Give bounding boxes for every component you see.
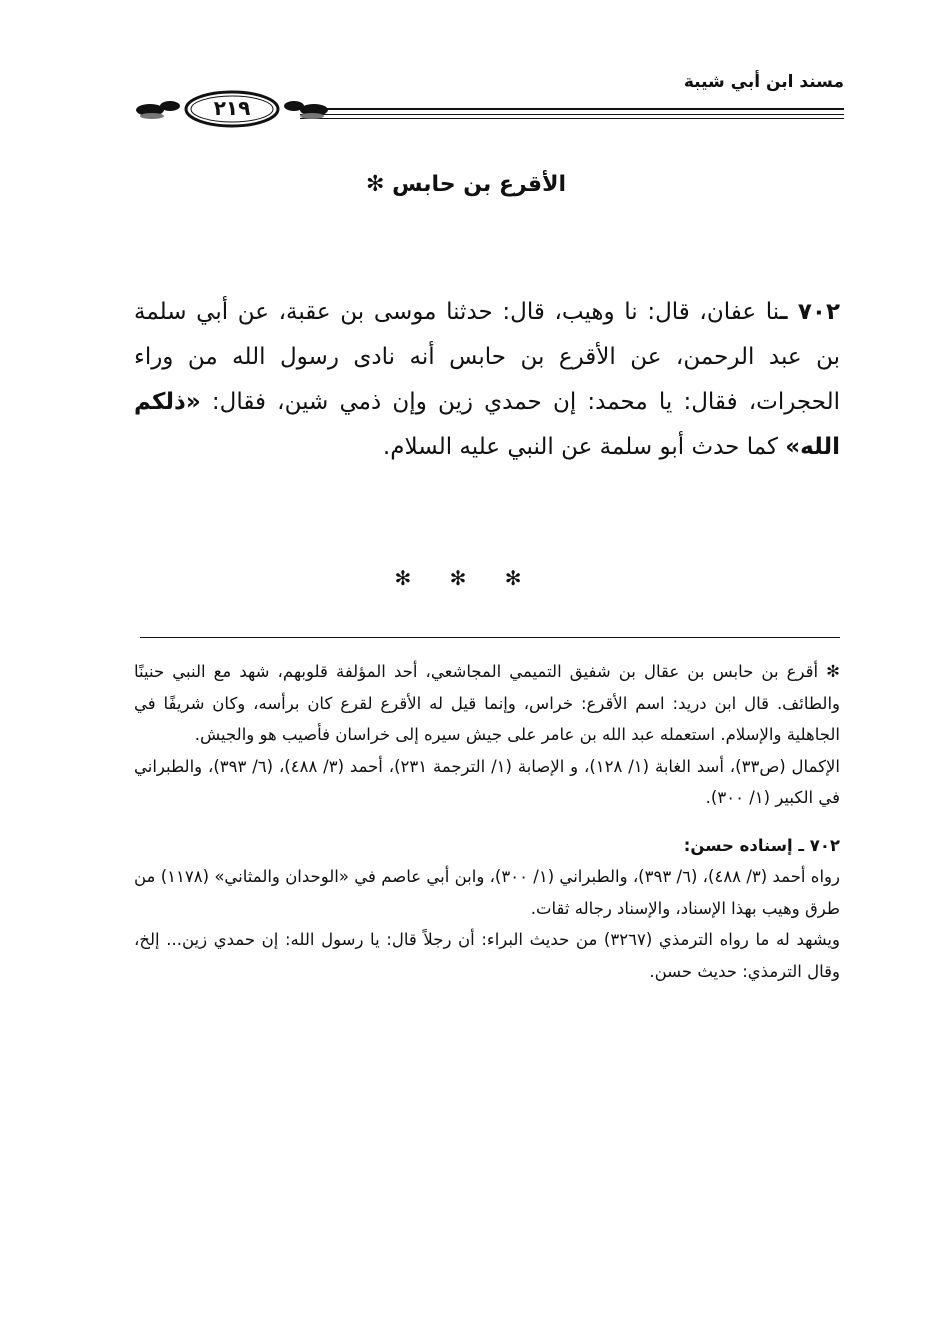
- footnote-heading: ٧٠٢ ـ إسناده حسن:: [683, 835, 840, 855]
- chapter-title: الأقرع بن حابس ✻: [366, 172, 566, 197]
- footnote-rule: [140, 637, 840, 638]
- footnotes: [134, 656, 840, 987]
- section-separator: ✻ ✻ ✻: [394, 566, 538, 590]
- footnote-biography: ✻ أقرع بن حابس بن عقال بن شفيق التميمي المجاشعي، أحد المؤلفة قلوبهم، شهد مع النبي حنينًا والطائف. قال ابن دريد: اسم الأقرع: خراس، وإنما قيل له الأقرع لقرع كان برأسه، وكان شريفًا في الجاهلية والإسلام. استعمله عبد الله بن عامر على جيش سيره إلى خراسان فأصيب هو والجيش.: [134, 662, 840, 744]
- hadith-body: نا عفان، قال: نا وهيب، قال: حدثنا موسى بن عقبة، عن أبي سلمة بن عبد الرحمن، عن الأقرع بن حابس أنه نادى رسول الله من وراء الحجرات، فقال: يا محمد: إن حمدي زين وإن ذمي شين، فقال:: [134, 299, 840, 415]
- header-rule: [300, 108, 844, 120]
- page-number-ornament: [132, 88, 332, 130]
- hadith-ending: كما حدث أبو سلمة عن النبي عليه السلام.: [382, 434, 786, 460]
- hadith-text: [134, 290, 840, 470]
- running-head: مسند ابن أبي شيبة: [683, 72, 844, 92]
- footnote-takhrij: رواه أحمد (٣/ ٤٨٨)، (٦/ ٣٩٣)، والطبراني (١/ ٣٠٠)، وابن أبي عاصم في «الوحدان والمثاني» (١١٧٨) من طرق وهيب بهذا الإسناد، والإسناد رجاله ثقات.: [134, 867, 840, 918]
- hadith-quote: «ذلكم الله»: [134, 389, 840, 460]
- footnote-references: الإكمال (ص٣٣)، أسد الغابة (١/ ١٢٨)، و الإصابة (١/ الترجمة ٢٣١)، أحمد (٣/ ٤٨٨)، (٦/ ٣٩٣)، والطبراني في الكبير (١/ ٣٠٠).: [134, 756, 840, 807]
- page-number: ٢١٩: [213, 96, 251, 120]
- hadith-number: ٧٠٢ ـ: [779, 299, 840, 325]
- footnote-witness: ويشهد له ما رواه الترمذي (٣٢٦٧) من حديث البراء: أن رجلاً قال: يا رسول الله: إن حمدي زين... إلخ، وقال الترمذي: حديث حسن.: [134, 930, 840, 981]
